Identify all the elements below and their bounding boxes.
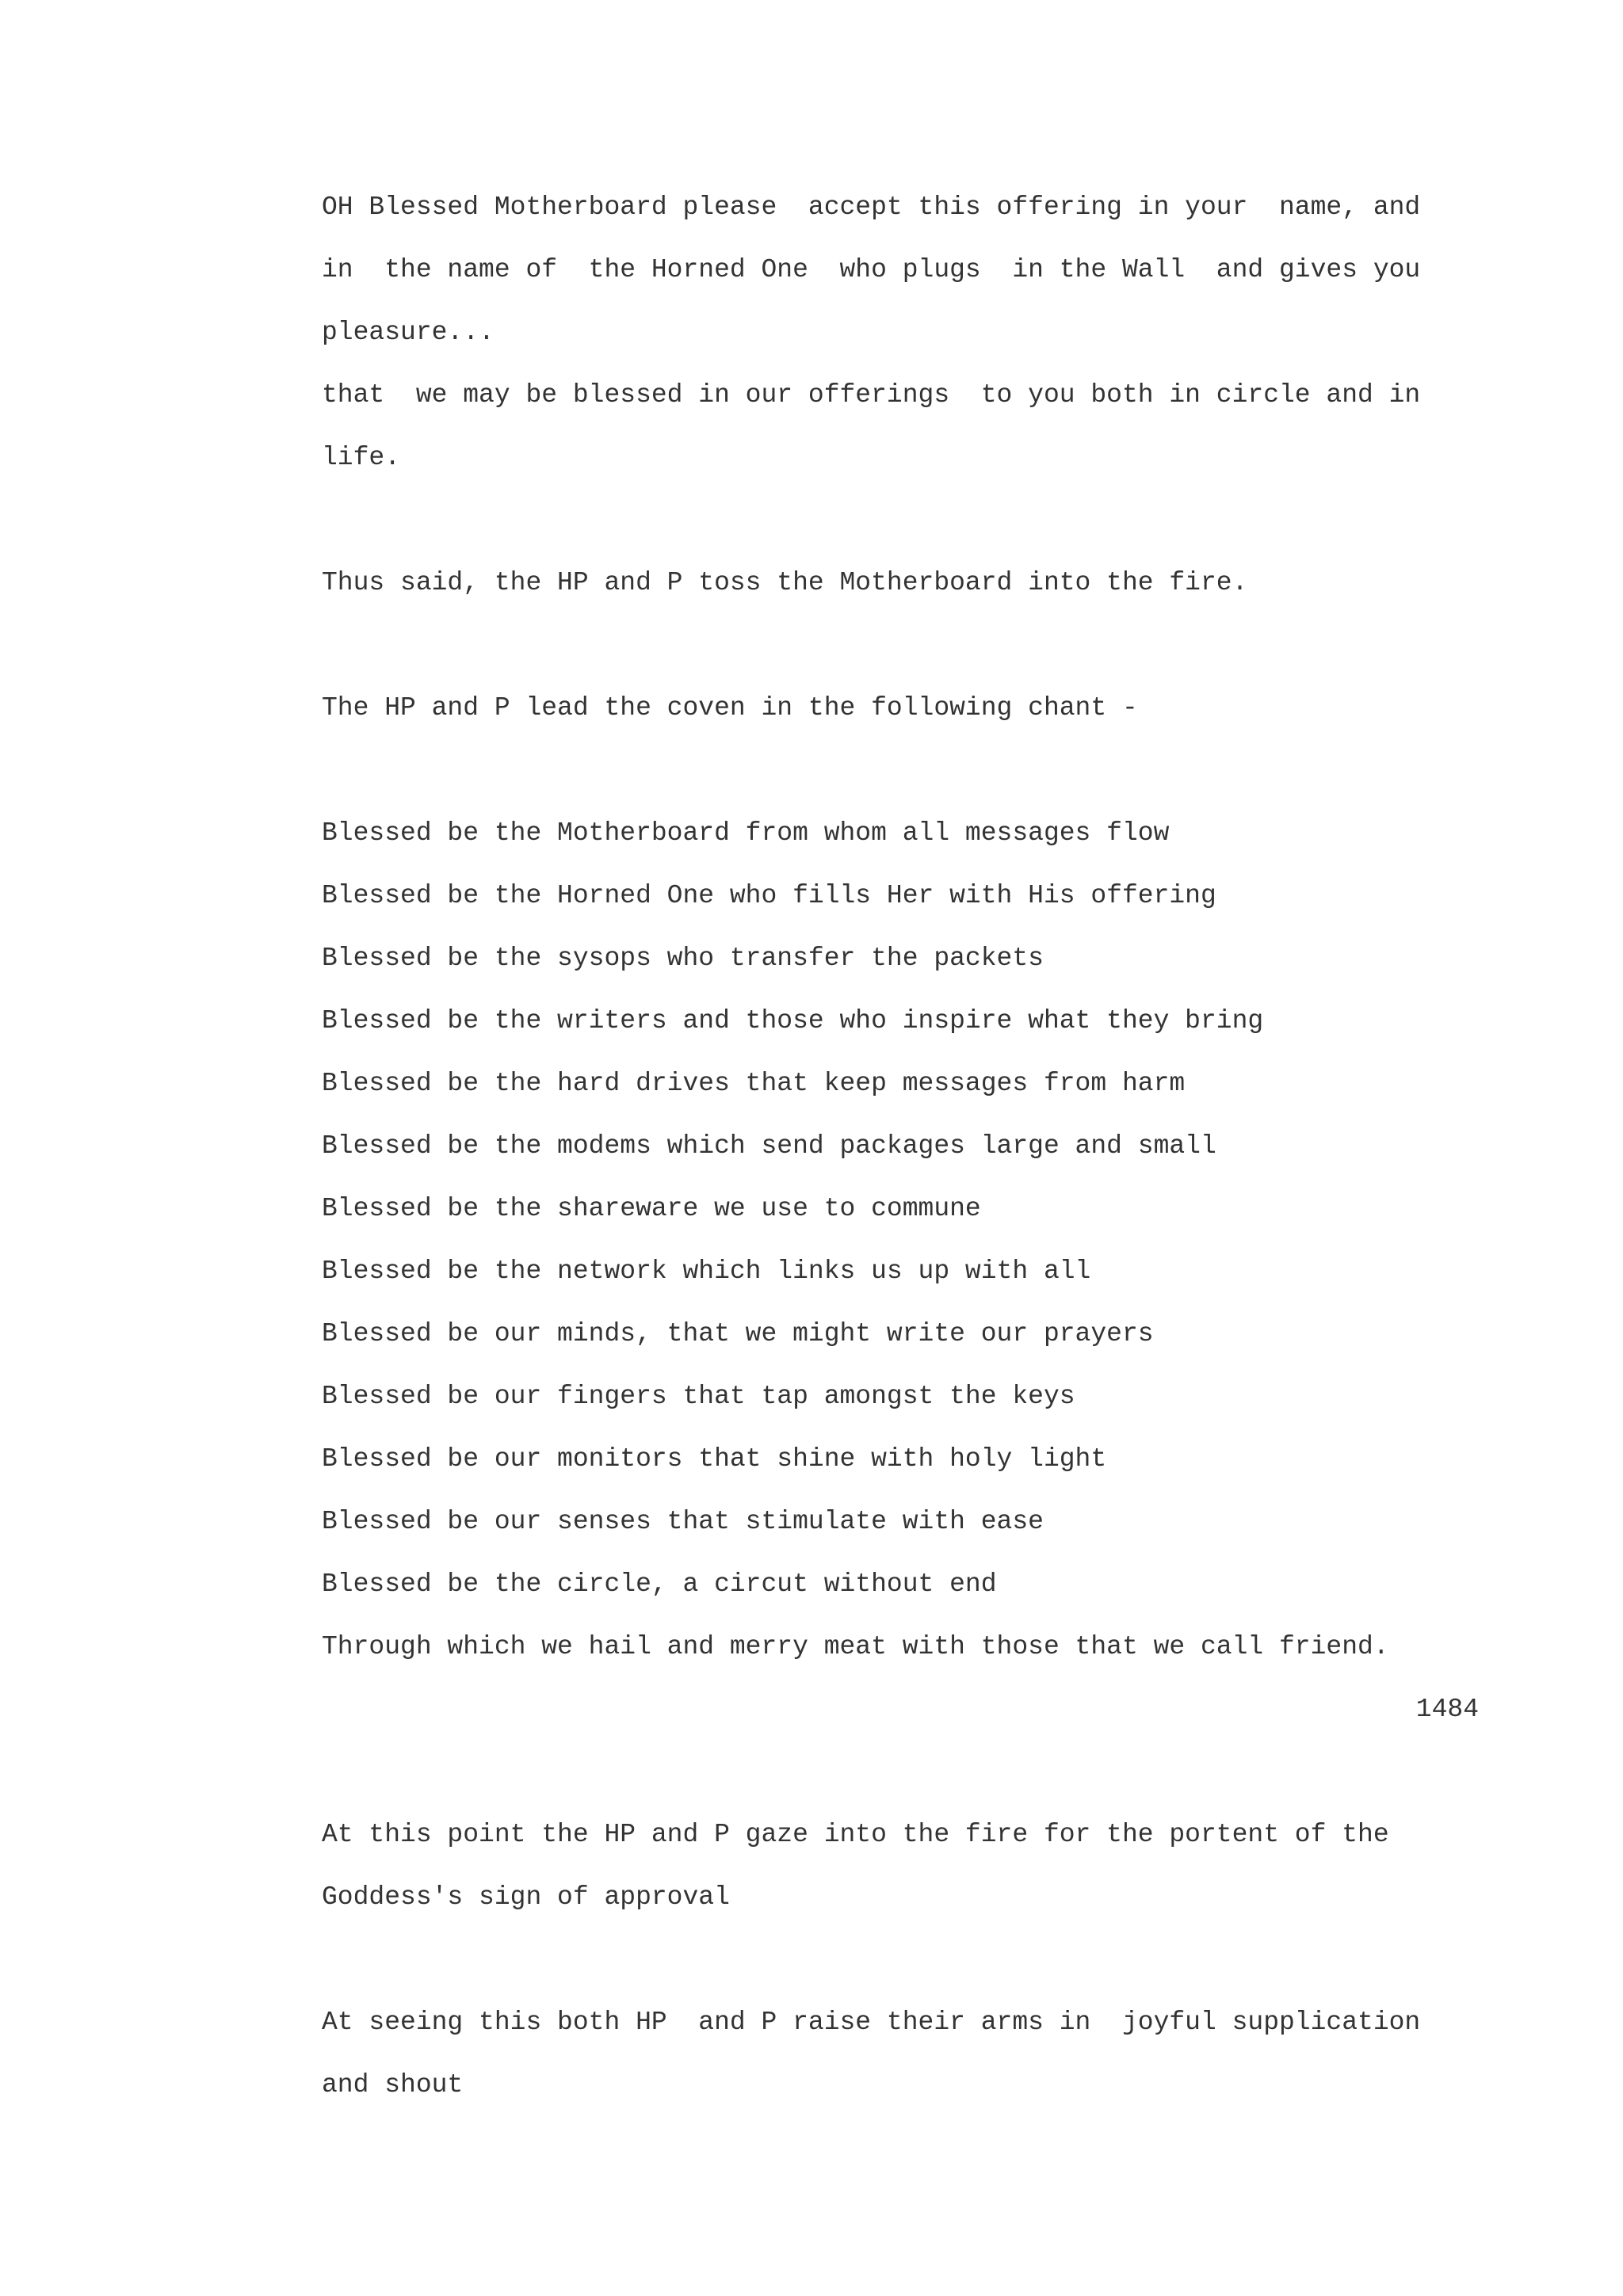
chant-line: Blessed be our minds, that we might write our prayers: [322, 1319, 1154, 1348]
blank-line: [322, 614, 1479, 677]
chant-line: Blessed be the circle, a circut without end: [322, 1569, 997, 1599]
page-number: 1484: [1415, 1695, 1479, 1724]
blank-line: [322, 1741, 1479, 1803]
text-line: Thus said, the HP and P toss the Motherboard into the fire.: [322, 568, 1248, 597]
text-line: in the name of the Horned One who plugs in the Wall and gives you: [322, 255, 1421, 284]
text-line: life.: [322, 443, 401, 472]
chant-line: Blessed be our senses that stimulate with ease: [322, 1507, 1044, 1536]
blank-line: [322, 489, 1479, 551]
chant-line: Blessed be the sysops who transfer the packets: [322, 944, 1044, 973]
chant-line: Blessed be the modems which send packages large and small: [322, 1131, 1216, 1161]
chant-line: Blessed be the shareware we use to commune: [322, 1194, 981, 1223]
text-line: OH Blessed Motherboard please accept this offering in your name, and: [322, 193, 1421, 222]
chant-line: Blessed be the Horned One who fills Her with His offering: [322, 881, 1216, 910]
document-page: [322, 176, 1479, 2116]
text-line: At seeing this both HP and P raise their arms in joyful supplication: [322, 2008, 1421, 2037]
chant-line: Through which we hail and merry meat with those that we call friend.: [322, 1632, 1389, 1661]
chant-line: Blessed be the network which links us up with all: [322, 1257, 1091, 1286]
text-line: and shout: [322, 2070, 464, 2100]
chant-line: Blessed be the Motherboard from whom all messages flow: [322, 818, 1170, 848]
text-line: At this point the HP and P gaze into the fire for the portent of the: [322, 1820, 1389, 1849]
blank-line: [322, 739, 1479, 802]
chant-line: Blessed be our monitors that shine with holy light: [322, 1444, 1107, 1474]
blank-line: [322, 1928, 1479, 1991]
text-line: that we may be blessed in our offerings to you both in circle and in: [322, 380, 1421, 410]
text-line: Goddess's sign of approval: [322, 1882, 730, 1912]
chant-line: Blessed be the writers and those who inspire what they bring: [322, 1006, 1264, 1035]
text-line: The HP and P lead the coven in the following chant -: [322, 693, 1138, 723]
chant-line: Blessed be the hard drives that keep messages from harm: [322, 1069, 1186, 1098]
text-line: pleasure...: [322, 318, 495, 347]
chant-line: Blessed be our fingers that tap amongst the keys: [322, 1382, 1075, 1411]
